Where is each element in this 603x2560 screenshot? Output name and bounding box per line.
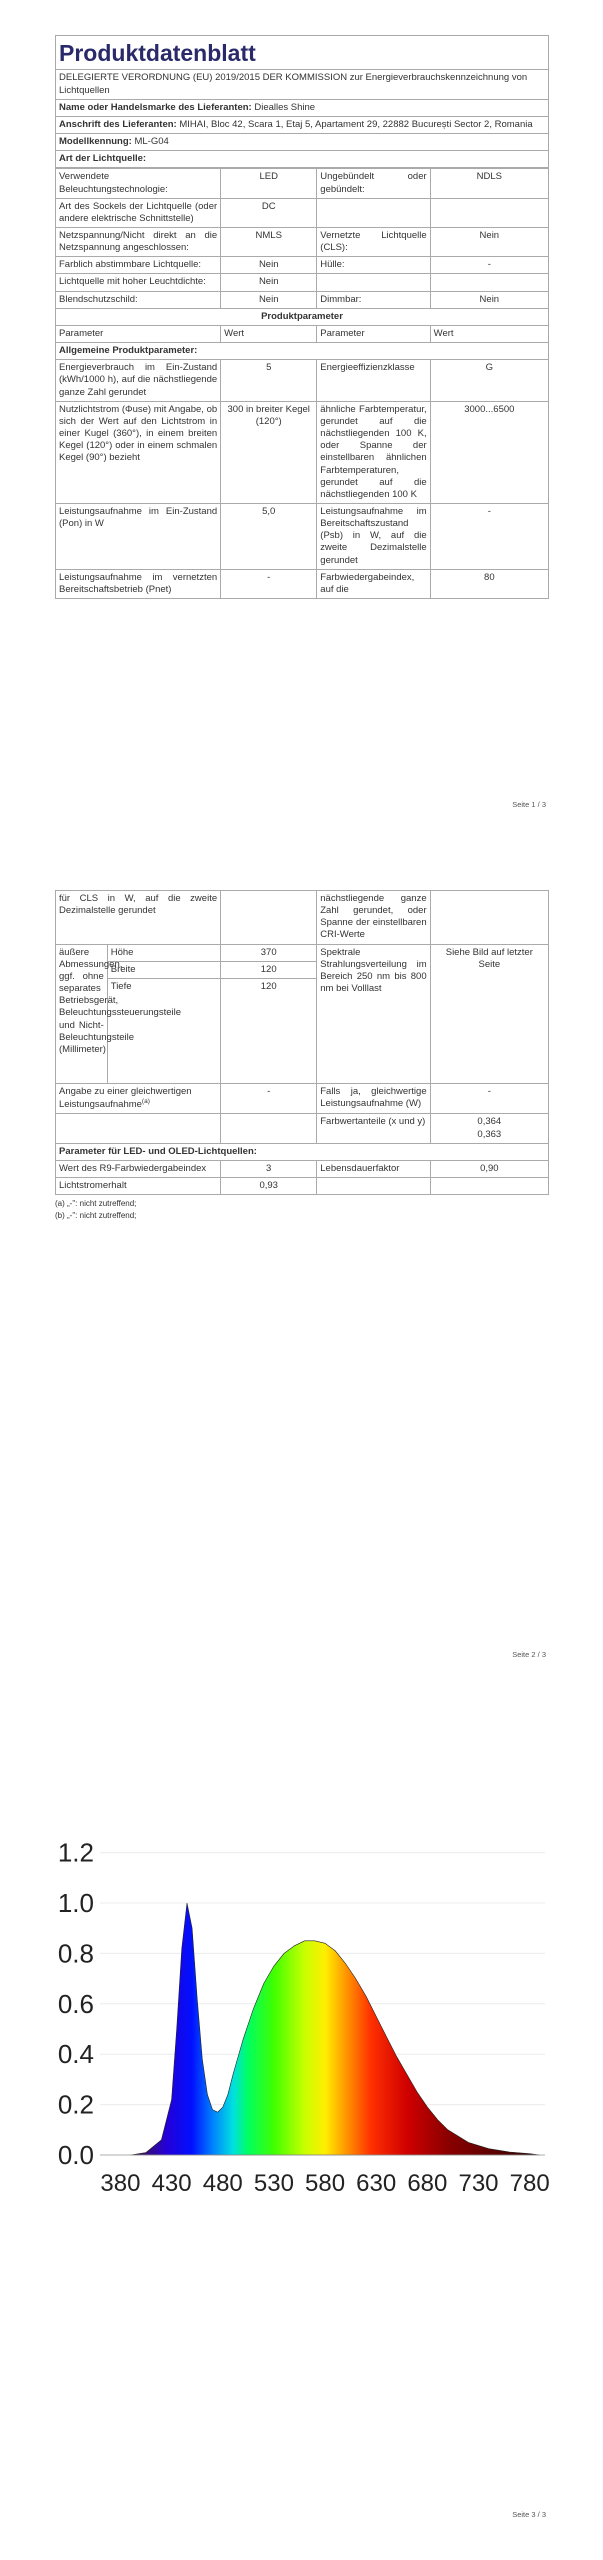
document-title: Produktdatenblatt [56,36,549,70]
supplier-address-row [56,116,549,133]
led-parameters-header: Parameter für LED- und OLED-Lichtquellen: [56,1143,549,1160]
model-label: Modellkennung: [59,136,132,148]
supplier-name: Diealles Shine [254,101,316,113]
type-label: Farblich abstimmbare Lichtquelle: [56,257,221,274]
y-tick-label: 1.2 [57,1837,94,1868]
spectrum-area [131,1903,540,2155]
model-id: ML-G04 [134,136,169,148]
type-value: DC [221,198,317,227]
type-label: Ungebündelt oder gebündelt: [317,169,430,198]
equiv-power-value: - [430,1083,548,1113]
page-number: Seite 1 / 3 [512,800,546,809]
x-tick-label: 630 [356,2170,397,2197]
y-tick-label: 0.6 [57,1988,94,2019]
x-tick-label: 780 [509,2170,550,2197]
param-label: Lichtstromerhalt [56,1178,221,1195]
y-tick-label: 0.4 [57,2039,94,2070]
empty-cell [221,1114,317,1143]
page-number: Seite 3 / 3 [512,2510,546,2519]
type-value: NDLS [430,169,548,198]
param-value: 0,93 [221,1178,317,1195]
table-row [56,1160,549,1177]
type-value: Nein [221,274,317,291]
param-value: - [221,569,317,598]
dimension-name: Höhe [107,944,220,961]
page-3 [0,1720,603,2560]
type-label: Hülle: [317,257,430,274]
y-tick-label: 1.0 [57,1888,94,1918]
param-label: Wert des R9-Farbwiedergabeindex [56,1160,221,1177]
type-value: Nein [221,291,317,308]
param-label: nächstliegende ganze Zahl gerundet, oder Spanne der einstellbaren CRI-Werte [317,891,430,945]
type-label: Verwendete Beleuchtungstechnologie: [56,169,221,198]
column-header-value: Wert [430,325,548,342]
dimension-value: 120 [221,961,317,978]
product-parameters-header: Produktparameter [56,308,549,325]
dimensions-row [56,944,549,961]
equiv-label [56,1083,221,1113]
column-header-parameter: Parameter [56,325,221,342]
table-row [56,360,549,401]
param-value [430,1178,548,1195]
table-row [56,569,549,598]
supplier-address-label: Anschrift des Lieferanten: [59,118,177,130]
chromaticity-label: Farbwertanteile (x und y) [317,1114,430,1143]
type-label: Art des Sockels der Lichtquelle (oder andere elektrische Schnittstelle) [56,198,221,227]
param-label: Energieeffizienzklasse [317,360,430,401]
param-label: für CLS in W, auf die zweite Dezimalstelle gerundet [56,891,221,945]
x-tick-label: 380 [100,2170,141,2197]
model-row [56,134,549,151]
x-tick-label: 480 [202,2170,243,2197]
supplier-name-row [56,99,549,116]
type-label [317,198,430,227]
type-value: NMLS [221,228,317,257]
general-parameters-header: Allgemeine Produktparameter: [56,343,549,360]
table-row [56,503,549,569]
param-value: 5,0 [221,503,317,569]
spectrum-svg [55,1800,555,2210]
equiv-label-text: Angabe zu einer gleichwertigen Leistungsaufnahme [59,1085,192,1111]
chromaticity-values [430,1114,548,1143]
type-label [317,274,430,291]
param-label: Farbwiedergabeindex, auf die [317,569,430,598]
param-value [430,891,548,945]
table-row [56,257,549,274]
table-row [56,274,549,291]
column-header-parameter: Parameter [317,325,430,342]
table-row [56,169,549,198]
param-label: ähnliche Farbtemperatur, gerundet auf die nächstliegenden 100 K, oder Spanne der einstellbaren ähnlichen Farbtemperaturen, gerundet auf die nächstliegenden 100 K [317,401,430,503]
footnote-ref: (a) [141,1098,150,1106]
parameters-continued-table [55,890,549,1195]
dimensions-label: äußere Abmessungen, ggf. ohne separates Betriebsgerät, Beleuchtungssteuerungsteile und Nicht-Beleuchtungsteile (Millimeter) [56,944,108,1083]
datasheet-part-2 [55,890,549,1222]
param-label: Lebensdauerfaktor [317,1160,430,1177]
table-row [56,1083,549,1113]
footnote-b: (b) „-": nicht zutreffend; [55,1211,137,1221]
chromaticity-y: 0,363 [477,1128,502,1140]
dimension-value: 120 [221,978,317,1083]
x-tick-label: 430 [151,2170,192,2197]
type-label: Vernetzte Lichtquelle (CLS): [317,228,430,257]
type-label: Lichtquelle mit hoher Leuchtdichte: [56,274,221,291]
x-tick-label: 530 [253,2170,294,2197]
dimension-name: Tiefe [107,978,220,1083]
param-value: 3 [221,1160,317,1177]
column-header-row [56,325,549,342]
spectral-distribution-chart [55,1800,555,2210]
empty-cell [56,1114,221,1143]
type-value: Nein [430,228,548,257]
type-label: Blendschutzschild: [56,291,221,308]
type-label: Netzspannung/Nicht direkt an die Netzspannung angeschlossen: [56,228,221,257]
param-value: 0,90 [430,1160,548,1177]
header-table [55,35,549,168]
page-2 [0,860,603,1690]
param-label [317,1178,430,1195]
equiv-power-label: Falls ja, gleichwertige Leistungsaufnahme (W) [317,1083,430,1113]
param-label: Leistungsaufnahme im Ein-Zustand (Pon) in W [56,503,221,569]
type-value: Nein [221,257,317,274]
type-value: - [430,257,548,274]
type-value: LED [221,169,317,198]
column-header-value: Wert [221,325,317,342]
page-1 [0,0,603,820]
light-source-type-table [55,168,549,599]
param-label: Leistungsaufnahme im vernetzten Bereitschaftsbetrieb (Pnet) [56,569,221,598]
param-value: 5 [221,360,317,401]
page-number: Seite 2 / 3 [512,1650,546,1659]
x-tick-label: 730 [458,2170,499,2197]
param-label: Leistungsaufnahme im Bereitschaftszustand (Psb) in W, auf die zweite Dezimalstelle gerundet [317,503,430,569]
y-tick-label: 0.8 [57,1938,94,1969]
param-value: - [430,503,548,569]
param-value: 3000...6500 [430,401,548,503]
dimension-name: Breite [107,961,220,978]
dimension-value: 370 [221,944,317,961]
equiv-value: - [221,1083,317,1113]
param-value: G [430,360,548,401]
type-value: Nein [430,291,548,308]
light-source-type-header: Art der Lichtquelle: [56,151,549,168]
param-value: 300 in breiter Kegel (120°) [221,401,317,503]
footnote-a: (a) „-": nicht zutreffend; [55,1199,137,1209]
table-row [56,1178,549,1195]
param-value [221,891,317,945]
footnotes [55,1198,549,1222]
table-row [56,228,549,257]
spectral-distribution-label: Spektrale Strahlungsverteilung im Bereich 250 nm bis 800 nm bei Volllast [317,944,430,1083]
supplier-name-label: Name oder Handelsmarke des Lieferanten: [59,101,252,113]
chromaticity-x: 0,364 [477,1116,502,1128]
regulation-text: DELEGIERTE VERORDNUNG (EU) 2019/2015 DER KOMMISSION zur Energieverbrauchskennzeichnung von Lichtquellen [56,70,549,99]
param-value: 80 [430,569,548,598]
table-row [56,291,549,308]
table-row [56,401,549,503]
table-row [56,198,549,227]
y-tick-label: 0.0 [57,2140,94,2170]
type-label: Dimmbar: [317,291,430,308]
supplier-address: MIHAI, Bloc 42, Scara 1, Etaj 5, Apartament 29, 22882 București Sector 2, Romania [179,118,533,130]
x-tick-label: 680 [407,2170,448,2197]
table-row [56,891,549,945]
table-row [56,1114,549,1143]
y-tick-label: 0.2 [57,2089,94,2120]
type-value [430,198,548,227]
param-label: Energieverbrauch im Ein-Zustand (kWh/1000 h), auf die nächstliegende ganze Zahl gerundet [56,360,221,401]
spectral-distribution-value: Siehe Bild auf letzter Seite [430,944,548,1083]
type-value [430,274,548,291]
datasheet-part-1 [55,35,549,599]
x-tick-label: 580 [305,2170,346,2197]
param-label: Nutzlichtstrom (Φuse) mit Angabe, ob sich der Wert auf den Lichtstrom in einer Kugel (360°), in einem breiten Kegel (120°) oder in einem schmalen Kegel (90°) bezieht [56,401,221,503]
